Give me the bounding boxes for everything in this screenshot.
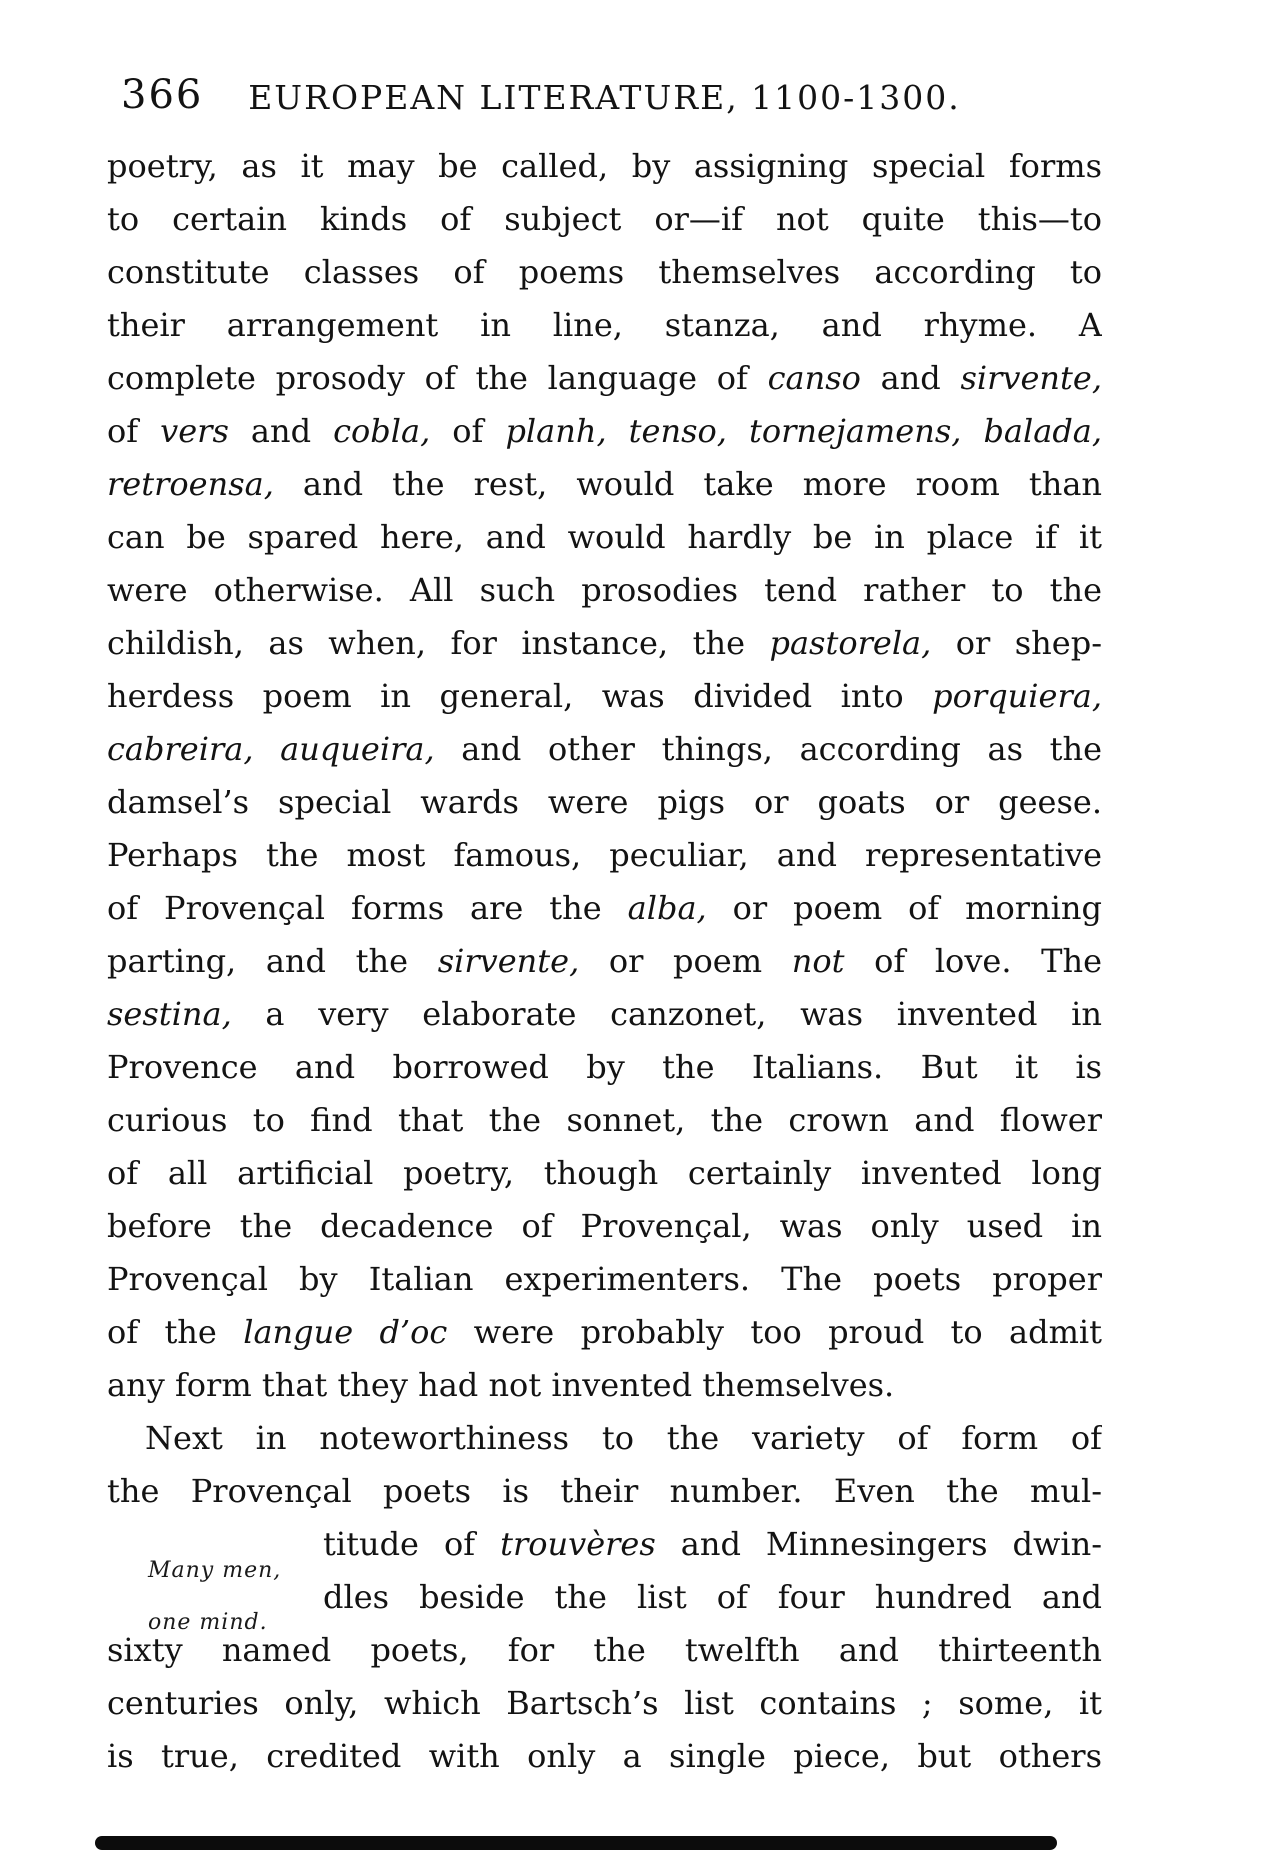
text-run — [961, 412, 983, 450]
text-line-12 — [107, 723, 1102, 776]
scan-artifact-bar — [95, 1836, 1057, 1850]
text-line-5 — [107, 352, 1102, 405]
text-line-1 — [107, 140, 1102, 193]
italic-term: pastorela, — [769, 624, 932, 662]
italic-term: sirvente, — [437, 942, 580, 980]
text-line-27 — [323, 1518, 1102, 1571]
text-run: of — [430, 412, 506, 450]
running-header-title: EUROPEAN LITERATURE, 1100-1300. — [248, 78, 961, 117]
italic-term: retroensa, — [107, 465, 274, 503]
text-line-14 — [107, 829, 1102, 882]
text-run: their arrangement in line, stanza, and rhyme. A — [107, 306, 1102, 344]
text-run: childish, as when, for instance, the — [107, 624, 770, 662]
text-line-24 — [107, 1359, 1102, 1412]
text-line-8 — [107, 511, 1102, 564]
text-run — [254, 730, 281, 768]
text-run: titude of — [323, 1525, 501, 1563]
text-run: Provençal by Italian experimenters. The poets proper — [107, 1260, 1102, 1298]
text-run: of the — [107, 1313, 244, 1351]
text-run: dles beside the list of four hundred and — [323, 1578, 1102, 1616]
italic-term: vers — [160, 412, 229, 450]
text-run: and Minnesingers dwin- — [655, 1525, 1102, 1563]
text-run: sixty named poets, for the twelfth and thirteenth — [107, 1631, 1102, 1669]
text-run: of — [107, 412, 161, 450]
italic-term: tenso, — [628, 412, 727, 450]
italic-term: planh, — [505, 412, 607, 450]
italic-term: cobla, — [333, 412, 431, 450]
text-line-21 — [107, 1200, 1102, 1253]
text-run: a very elaborate canzonet, was invented in — [231, 995, 1102, 1033]
sidenote-line-2: one mind. — [148, 1610, 268, 1635]
text-run: of all artificial poetry, though certainly invented long — [107, 1154, 1102, 1192]
text-run: Provence and borrowed by the Italians. But it is — [107, 1048, 1102, 1086]
text-line-22 — [107, 1253, 1102, 1306]
text-line-19 — [107, 1094, 1102, 1147]
text-run: before the decadence of Provençal, was only used in — [107, 1207, 1102, 1245]
text-line-6 — [107, 405, 1102, 458]
text-run: were probably too proud to admit — [447, 1313, 1102, 1351]
text-run: centuries only, which Bartsch’s list contains ; some, it — [107, 1684, 1102, 1722]
text-run: curious to find that the sonnet, the crown and flower — [107, 1101, 1102, 1139]
text-line-31 — [107, 1730, 1102, 1783]
italic-term: cabreira, — [107, 730, 254, 768]
text-line-23 — [107, 1306, 1102, 1359]
text-run: damsel’s special wards were pigs or goats or geese. — [107, 783, 1102, 821]
margin-sidenote — [148, 1545, 281, 1649]
text-run: and — [860, 359, 961, 397]
text-line-28 — [323, 1571, 1102, 1624]
text-run: Next in noteworthiness to the variety of form of — [145, 1419, 1102, 1457]
italic-term: langue d’oc — [243, 1313, 448, 1351]
text-line-26 — [107, 1465, 1102, 1518]
text-line-11 — [107, 670, 1102, 723]
italic-term: auqueira, — [280, 730, 435, 768]
text-line-13 — [107, 776, 1102, 829]
italic-term: canso — [767, 359, 861, 397]
text-line-25 — [107, 1412, 1102, 1465]
text-run: herdess poem in general, was divided into — [107, 677, 933, 715]
text-run — [607, 412, 629, 450]
text-line-15 — [107, 882, 1102, 935]
text-line-30 — [107, 1677, 1102, 1730]
italic-term: sestina, — [107, 995, 232, 1033]
text-run: any form that they had not invented themselves. — [107, 1366, 895, 1404]
text-run: the Provençal poets is their number. Even the mul- — [107, 1472, 1102, 1510]
text-run: and other things, according as the — [434, 730, 1102, 768]
text-run: can be spared here, and would hardly be in place if it — [107, 518, 1102, 556]
text-run: complete prosody of the language of — [107, 359, 768, 397]
text-line-2 — [107, 193, 1102, 246]
text-run: parting, and the — [107, 942, 438, 980]
text-run: and the rest, would take more room than — [273, 465, 1102, 503]
page-number: 366 — [121, 72, 204, 118]
italic-term: sirvente, — [960, 359, 1102, 397]
text-run: of Provençal forms are the — [107, 889, 628, 927]
text-run — [727, 412, 749, 450]
sidenote-line-1: Many men, — [148, 1558, 282, 1583]
italic-term: not — [791, 942, 845, 980]
italic-term: porquiera, — [932, 677, 1102, 715]
text-run: poetry, as it may be called, by assigning special forms — [107, 147, 1102, 185]
text-run: is true, credited with only a single piece, but others — [107, 1737, 1102, 1775]
italic-term: tornejamens, — [748, 412, 962, 450]
italic-term: alba, — [627, 889, 707, 927]
text-line-10 — [107, 617, 1102, 670]
text-line-3 — [107, 246, 1102, 299]
text-run: or poem — [579, 942, 792, 980]
text-line-16 — [107, 935, 1102, 988]
text-run: and — [228, 412, 334, 450]
text-run: of love. The — [844, 942, 1102, 980]
body-text — [107, 140, 1102, 1783]
text-line-20 — [107, 1147, 1102, 1200]
text-run: Perhaps the most famous, peculiar, and representative — [107, 836, 1102, 874]
text-run: were otherwise. All such prosodies tend rather to the — [107, 571, 1102, 609]
italic-term: trouvères — [500, 1525, 656, 1563]
text-line-9 — [107, 564, 1102, 617]
text-line-18 — [107, 1041, 1102, 1094]
italic-term: balada, — [983, 412, 1102, 450]
text-run: or poem of morning — [706, 889, 1102, 927]
text-line-4 — [107, 299, 1102, 352]
text-run: constitute classes of poems themselves according to — [107, 253, 1102, 291]
text-line-7 — [107, 458, 1102, 511]
text-run: or shep- — [931, 624, 1102, 662]
text-run: to certain kinds of subject or—if not quite this—to — [107, 200, 1102, 238]
text-line-17 — [107, 988, 1102, 1041]
